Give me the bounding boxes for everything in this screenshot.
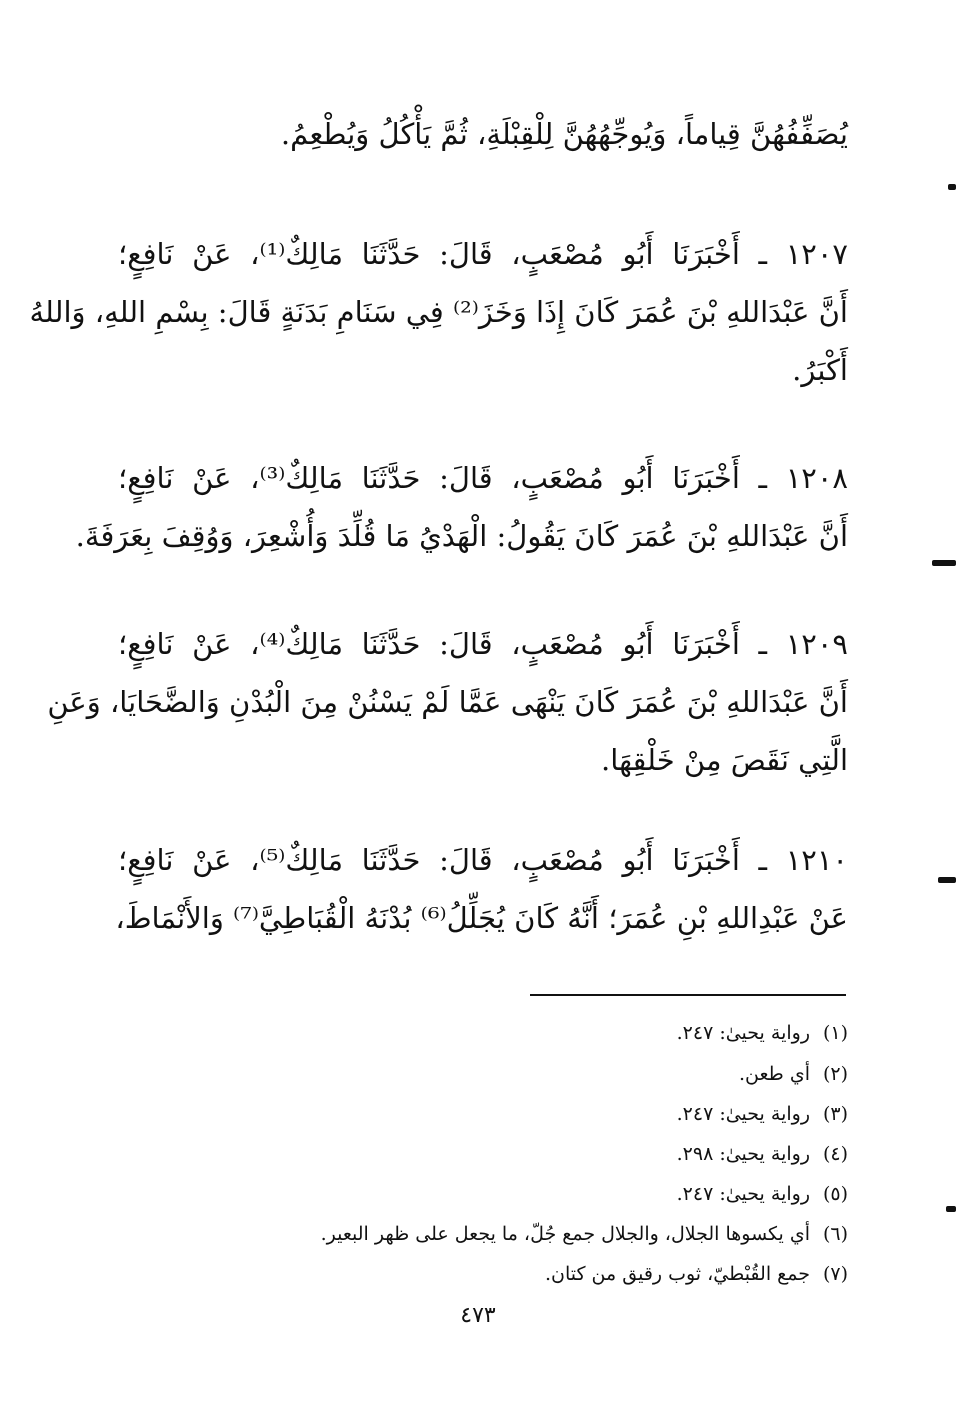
- text-line: عَنْ عَبْدِاللهِ بْنِ عُمَرَ؛ أَنَّهُ كَانَ يُجَلِّلُ⁽⁶⁾ بُدْنَهُ الْقُبَاطِيَّ⁽⁷⁾ وَالأَنْمَاطَ،: [115, 901, 848, 935]
- hadith-1208-heading: ١٢٠٨ ـ أَخْبَرَنَا أَبُو مُصْعَبٍ، قَالَ: حَدَّثَنَا مَالِكٌ⁽³⁾، عَنْ نَافِعٍ؛: [118, 461, 848, 495]
- footnote-text: رواية يحيىٰ: ٢٩٨.: [676, 1143, 810, 1165]
- footnote-text: جمع القُبْطيّ، ثوب رقيق من كتان.: [544, 1263, 810, 1285]
- footnote-text: رواية يحيىٰ: ٢٤٧.: [676, 1183, 810, 1205]
- footnote-number: (٦): [822, 1223, 848, 1245]
- footnote-number: (٢): [822, 1063, 848, 1085]
- footnote-separator: [530, 994, 846, 996]
- footnote-number: (٥): [822, 1183, 848, 1205]
- footnote-text: رواية يحيىٰ: ٢٤٧.: [676, 1022, 810, 1044]
- footnote: [128, 1219, 848, 1249]
- scan-edge-mark: [948, 184, 956, 190]
- footnote: [128, 1179, 848, 1209]
- hadith-1210-heading: ١٢١٠ ـ أَخْبَرَنَا أَبُو مُصْعَبٍ، قَالَ: حَدَّثَنَا مَالِكٌ⁽⁵⁾، عَنْ نَافِعٍ؛: [118, 843, 848, 877]
- scan-edge-mark: [946, 1206, 956, 1212]
- scan-edge-mark: [938, 877, 956, 883]
- text-line: أَنَّ عَبْدَاللهِ بْنَ عُمَرَ كَانَ يَنْهَى عَمَّا لَمْ يَسْنُنْ مِنَ الْبُدْنِ وَالضَّحَايَا، وَعَنِ: [47, 685, 848, 719]
- footnote-text: أي يكسوها الجلال، والجلال جمع جُلّ، ما يجعل على ظهر البعير.: [320, 1223, 810, 1245]
- footnote-text: رواية يحيىٰ: ٢٤٧.: [676, 1103, 810, 1125]
- footnote-number: (٧): [822, 1263, 848, 1285]
- footnote-number: (٣): [822, 1103, 848, 1125]
- footnote: [128, 1139, 848, 1169]
- footnote: [128, 1259, 848, 1289]
- hadith-1207-heading: ١٢٠٧ ـ أَخْبَرَنَا أَبُو مُصْعَبٍ، قَالَ: حَدَّثَنَا مَالِكٌ⁽¹⁾، عَنْ نَافِعٍ؛: [118, 237, 848, 271]
- footnote-text: أي طعن.: [739, 1063, 810, 1085]
- hadith-1209-heading: ١٢٠٩ ـ أَخْبَرَنَا أَبُو مُصْعَبٍ، قَالَ: حَدَّثَنَا مَالِكٌ⁽⁴⁾، عَنْ نَافِعٍ؛: [118, 627, 848, 661]
- footnote-number: (٤): [822, 1143, 848, 1165]
- text-line: الَّتِي نَقَصَ مِنْ خَلْقِهَا.: [601, 743, 848, 777]
- scan-edge-mark: [932, 560, 956, 566]
- text-line: أَنَّ عَبْدَاللهِ بْنَ عُمَرَ كَانَ يَقُولُ: الْهَدْيُ مَا قُلِّدَ وَأُشْعِرَ، وَوُقِفَ بِعَرَفَةَ.: [75, 519, 848, 553]
- footnote: [128, 1059, 848, 1089]
- text-line: يُصَفِّفُهُنَّ قِياماً، وَيُوجِّهُهُنَّ لِلْقِبْلَةِ، ثُمَّ يَأْكُلُ وَيُطْعِمُ.: [280, 117, 848, 151]
- text-line: أَكْبَرُ.: [792, 353, 848, 387]
- page-number: ٤٧٣: [460, 1303, 496, 1328]
- footnote: [128, 1099, 848, 1129]
- footnote: [128, 1018, 848, 1048]
- text-line: أَنَّ عَبْدَاللهِ بْنَ عُمَرَ كَانَ إِذَا وَخَزَ⁽²⁾ فِي سَنَامِ بَدَنَةٍ قَالَ: بِسْمِ اللهِ، وَاللهُ: [29, 295, 848, 329]
- footnote-number: (١): [822, 1022, 848, 1044]
